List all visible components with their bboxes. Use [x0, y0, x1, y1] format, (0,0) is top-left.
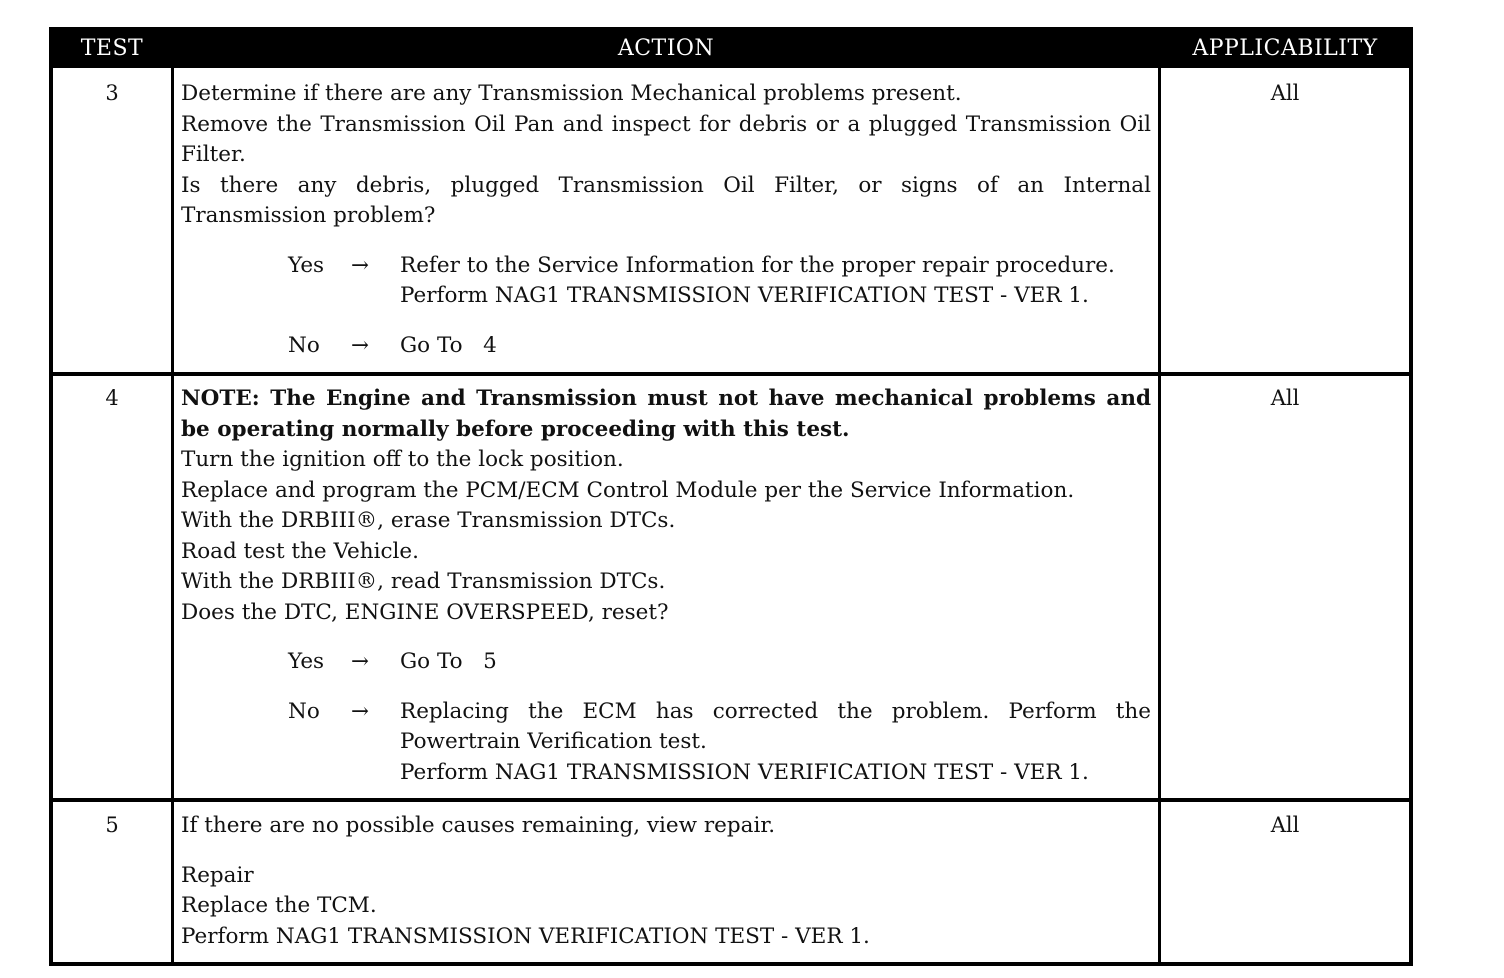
- action-step: Turn the ignition off to the lock position.: [181, 447, 624, 472]
- action-question: If there are no possible causes remaining, view repair.: [181, 813, 776, 838]
- test-number: 4: [105, 386, 119, 410]
- action-cell: [181, 384, 1151, 788]
- yes-label: Yes: [288, 252, 325, 278]
- arrow-icon: →: [351, 332, 370, 358]
- row-divider: [53, 798, 1409, 802]
- table-header: [53, 31, 1409, 68]
- action-step: With the DRBIII®, read Transmission DTCs.: [181, 569, 666, 594]
- action-step: Remove the Transmission Oil Pan and inspect for debris or a plugged Transmission Oil Filter.: [181, 111, 1151, 167]
- no-result: Go To 4: [400, 332, 497, 358]
- action-question: Does the DTC, ENGINE OVERSPEED, reset?: [181, 599, 669, 625]
- diagnostic-test-table: [49, 27, 1413, 966]
- no-label: No: [288, 698, 320, 724]
- yes-result: Refer to the Service Information for the proper repair procedure.: [400, 252, 1115, 278]
- action-cell: [181, 79, 1151, 361]
- action-cell: [181, 811, 1151, 952]
- arrow-icon: →: [351, 252, 370, 278]
- column-divider: [171, 68, 174, 962]
- applicability-value: All: [1270, 386, 1300, 410]
- action-step: Replace and program the PCM/ECM Control Module per the Service Information.: [181, 477, 1075, 503]
- yes-result: Go To 5: [400, 649, 497, 674]
- no-label: No: [288, 332, 320, 358]
- test-number: 5: [105, 813, 119, 837]
- yes-result-continued: [400, 281, 1151, 312]
- repair-step: Replace the TCM.: [181, 893, 377, 918]
- repair-label: Repair: [181, 862, 254, 888]
- arrow-icon: →: [351, 698, 370, 724]
- yes-branch: [181, 647, 1151, 678]
- applicability-value: All: [1270, 81, 1300, 105]
- test-number: 3: [105, 81, 119, 105]
- action-step: Determine if there are any Transmission Mechanical problems present.: [181, 81, 962, 106]
- no-branch: [181, 331, 1151, 362]
- row-divider: [53, 372, 1409, 376]
- no-branch: [181, 697, 1151, 789]
- no-result-line: Perform NAG1 TRANSMISSION VERIFICATION TEST - VER 1.: [400, 759, 1089, 785]
- applicability-value: All: [1270, 813, 1300, 837]
- action-question: Is there any debris, plugged Transmission Oil Filter, or signs of an Internal Transmission problem?: [181, 172, 1151, 228]
- header-applicability: APPLICABILITY: [1192, 36, 1378, 61]
- action-step: Road test the Vehicle.: [181, 538, 419, 564]
- no-result: [400, 697, 1151, 789]
- arrow-icon: →: [351, 649, 370, 674]
- no-result-line: Replacing the ECM has corrected the problem. Perform the Powertrain Verification test.: [400, 698, 1151, 754]
- action-step: With the DRBIII®, erase Transmission DTCs.: [181, 508, 676, 533]
- yes-label: Yes: [288, 649, 325, 674]
- action-note: NOTE: The Engine and Transmission must not have mechanical problems and be operating normally before proceeding with this test.: [181, 386, 1151, 442]
- header-test: TEST: [80, 36, 144, 61]
- repair-step: Perform NAG1 TRANSMISSION VERIFICATION TEST - VER 1.: [181, 923, 870, 949]
- yes-branch: [181, 251, 1151, 282]
- yes-result-line: Perform NAG1 TRANSMISSION VERIFICATION TEST - VER 1.: [400, 283, 1089, 308]
- header-action: ACTION: [617, 36, 715, 61]
